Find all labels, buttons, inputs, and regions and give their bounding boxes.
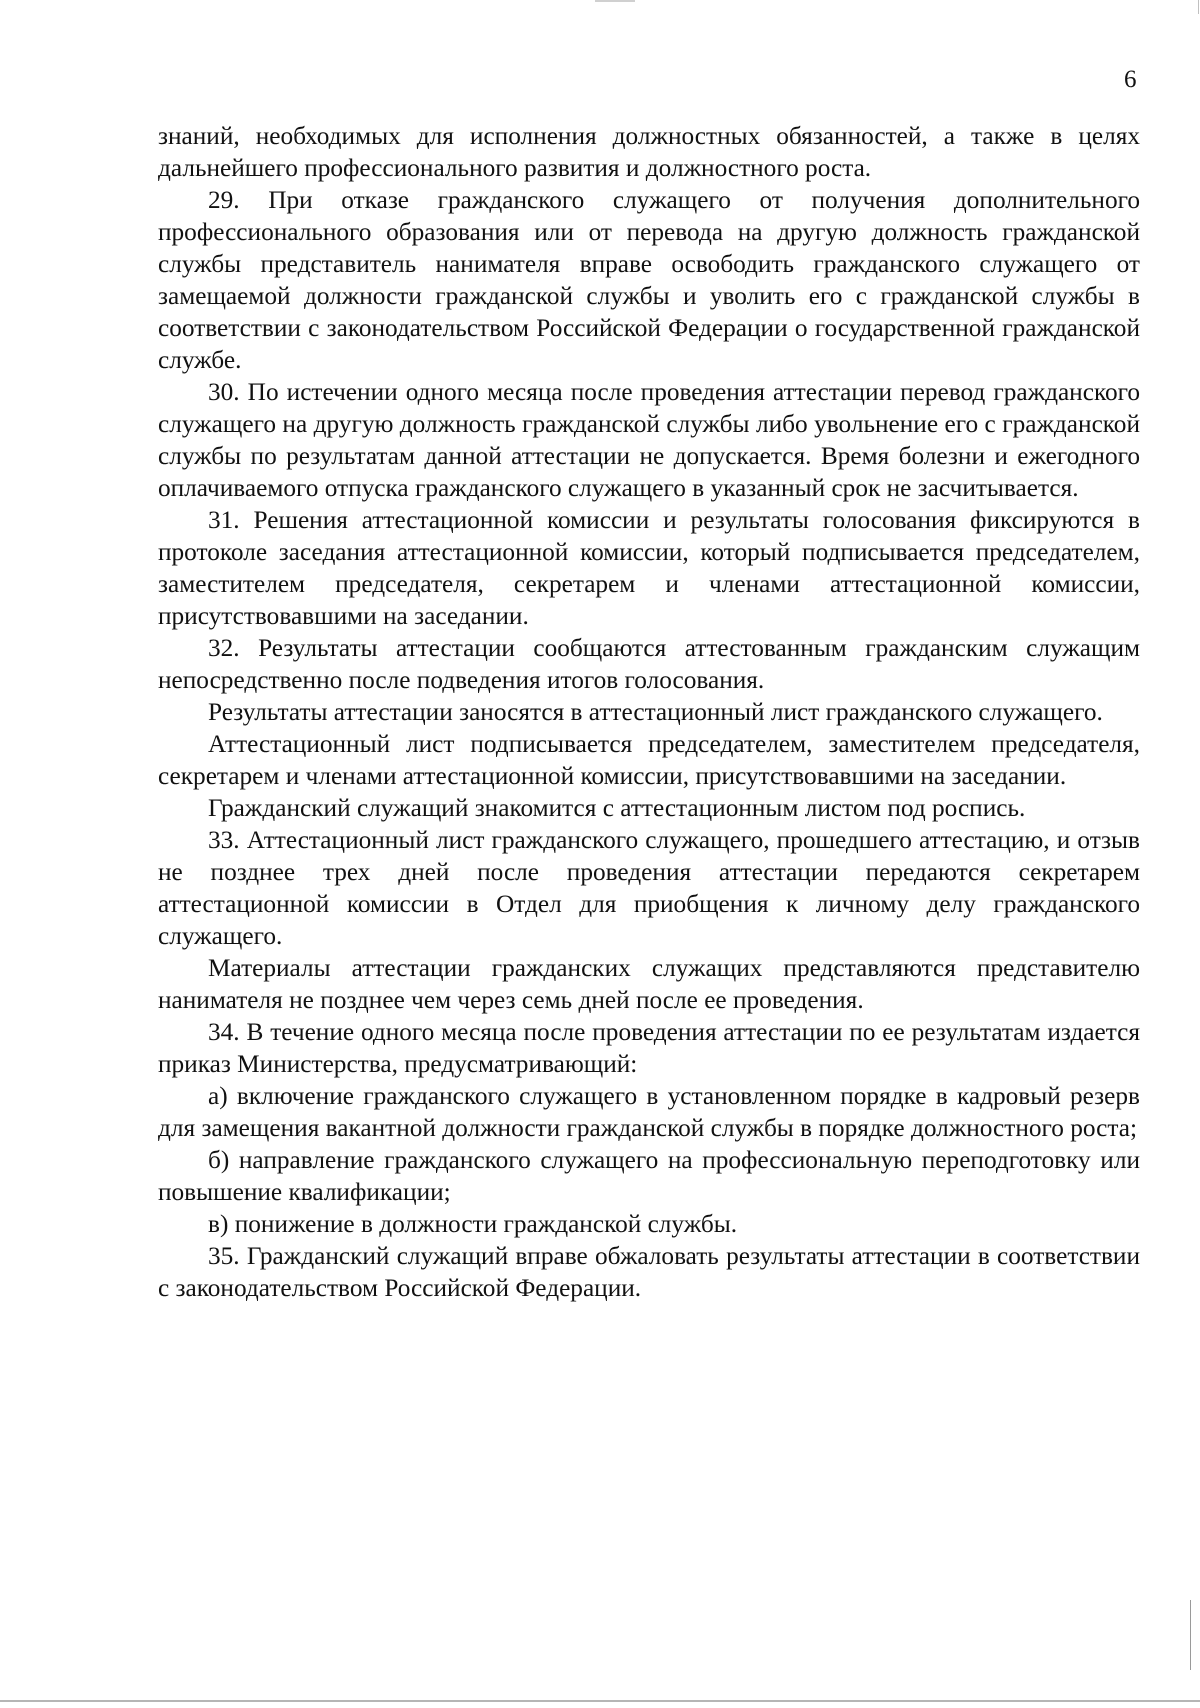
paragraph-32-results: Результаты аттестации заносятся в аттестационный лист гражданского служащего.: [208, 698, 1103, 726]
scan-artifact-top: [595, 0, 635, 2]
paragraph-32-acknowledgement: Гражданский служащий знакомится с аттестационным листом под роспись.: [208, 794, 1026, 822]
list-item-v: в) понижение в должности гражданской службы.: [208, 1210, 738, 1238]
paragraph-35: 35. Гражданский служащий вправе обжаловать результаты аттестации в соответствии с законодательством Российской Федерации.: [158, 1242, 1140, 1302]
scan-artifact-right-edge: [1198, 0, 1199, 14]
scan-artifact-bottom-line: [0, 1700, 1200, 1702]
list-item-a: а) включение гражданского служащего в установленном порядке в кадровый резерв для замещения вакантной должности гражданской службы в порядке должностного роста;: [158, 1082, 1140, 1142]
paragraph-31: 31. Решения аттестационной комиссии и результаты голосования фиксируются в протоколе заседания аттестационной комиссии, который подписывается председателем, заместителем председателя, секретарем и членами аттестационной комиссии, присутствовавшими на заседании.: [158, 506, 1140, 630]
list-item-b: б) направление гражданского служащего на профессиональную переподготовку или повышение квалификации;: [158, 1146, 1140, 1206]
paragraph-33: 33. Аттестационный лист гражданского служащего, прошедшего аттестацию, и отзыв не позднее трех дней после проведения аттестации передаются секретарем аттестационной комиссии в Отдел для приобщения к личному делу гражданского служащего.: [158, 826, 1140, 950]
paragraph-29: 29. При отказе гражданского служащего от получения дополнительного профессионального образования или от перевода на другую должность гражданской службы представитель нанимателя вправе освободить гражданского служащего от замещаемой должности гражданской службы и уволить его с гражданской службы в соответствии с законодательством Российской Федерации о государственной гражданской службе.: [158, 186, 1140, 374]
paragraph-32-sheet-signing: Аттестационный лист подписывается председателем, заместителем председателя, секретарем и членами аттестационной комиссии, присутствовавшими на заседании.: [158, 730, 1140, 790]
document-body: [158, 120, 1140, 1304]
paragraph-continuation: знаний, необходимых для исполнения должностных обязанностей, а также в целях дальнейшего профессионального развития и должностного роста.: [158, 122, 1140, 182]
page-number: 6: [1124, 66, 1137, 93]
paragraph-30: 30. По истечении одного месяца после проведения аттестации перевод гражданского служащего на другую должность гражданской службы либо увольнение его с гражданской службы по результатам данной аттестации не допускается. Время болезни и ежегодного оплачиваемого отпуска гражданского служащего в указанный срок не засчитывается.: [158, 378, 1140, 502]
paragraph-32: 32. Результаты аттестации сообщаются аттестованным гражданским служащим непосредственно после подведения итогов голосования.: [158, 634, 1140, 694]
paragraph-34: 34. В течение одного месяца после проведения аттестации по ее результатам издается приказ Министерства, предусматривающий:: [158, 1018, 1140, 1078]
scan-artifact-right-line: [1190, 1600, 1191, 1670]
paragraph-33-materials: Материалы аттестации гражданских служащих представляются представителю нанимателя не позднее чем через семь дней после ее проведения.: [158, 954, 1140, 1014]
